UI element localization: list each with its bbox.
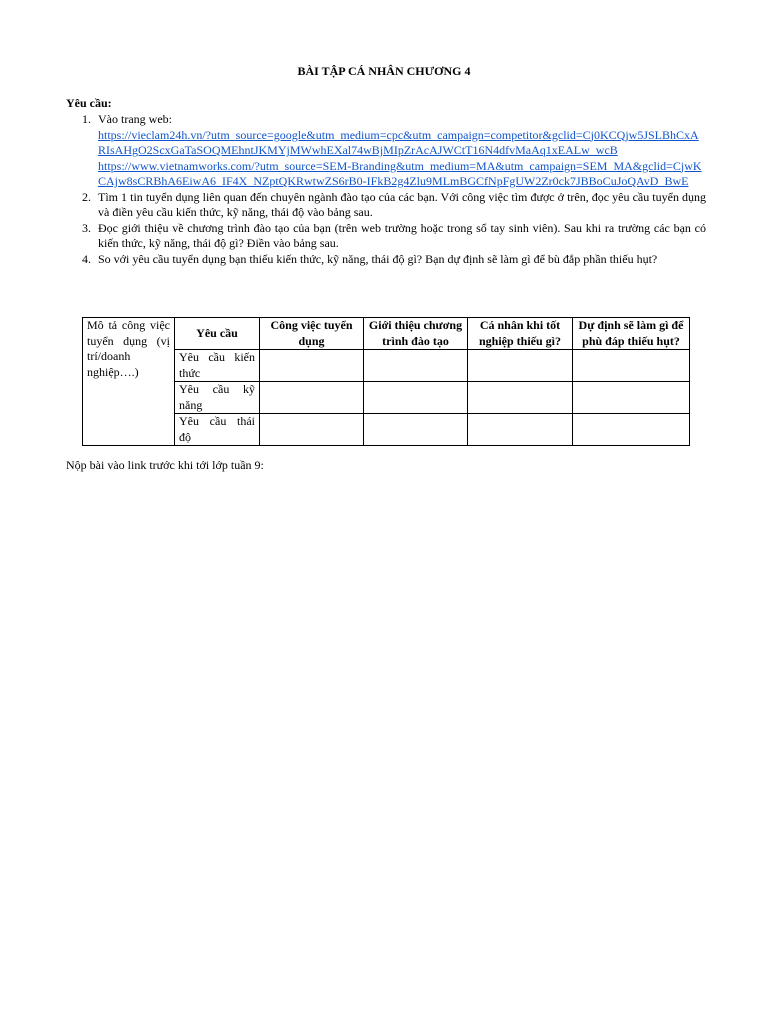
empty-cell[interactable] — [260, 350, 364, 382]
list-item-text: Đọc giới thiệu về chương trình đào tạo của bạn (trên web trường hoặc trong sổ tay sinh viên). Sau khi ra trường các bạn có kiến thức, kỹ năng, thái độ gì? Điền vào bảng sau. — [98, 220, 706, 250]
req-word: cầu — [208, 350, 225, 364]
empty-cell[interactable] — [364, 414, 468, 446]
req-word: Yêu — [179, 414, 199, 428]
vieclam24h-link[interactable]: https://vieclam24h.vn/?utm_source=google&utm_medium=cpc&utm_campaign=competitor&gclid=Cj0KCQjw5JSLBhCxARIsAHgO2ScxGaTaSOQMEhntJKMYjMWwhEXal74wBjMIpZrAcAJWCtT16N4dfvMaAq1xEALw_wcB — [98, 127, 699, 157]
header-training-program: Giới thiệu chương trình đào tạo — [364, 318, 468, 350]
list-item-number: 4. — [82, 251, 91, 266]
requirement-attitude — [175, 414, 260, 446]
requirement-label: Yêu cầu: — [66, 96, 112, 110]
instruction-list — [66, 112, 706, 267]
req-word: cầu — [212, 382, 230, 396]
req-tail: độ — [179, 429, 191, 444]
empty-cell[interactable] — [468, 382, 573, 414]
empty-cell[interactable] — [468, 414, 573, 446]
table-header-row — [83, 318, 690, 350]
submission-note: Nộp bài vào link trước khi tới lớp tuần 9: — [66, 458, 264, 472]
list-item-text: Vào trang web: — [98, 112, 172, 126]
list-item-number: 2. — [82, 189, 91, 204]
req-word: Yêu — [179, 350, 199, 364]
list-item — [66, 190, 706, 221]
page-title: BÀI TẬP CÁ NHÂN CHƯƠNG 4 — [297, 64, 471, 78]
table-row — [83, 350, 690, 382]
list-item — [66, 252, 706, 268]
empty-cell[interactable] — [364, 350, 468, 382]
empty-cell[interactable] — [573, 414, 690, 446]
list-item-text: So với yêu cầu tuyển dụng bạn thiếu kiến thức, kỹ năng, thái độ gì? Bạn dự định sẽ làm gì để bù đắp phần thiếu hụt? — [98, 251, 658, 266]
list-item-number: 3. — [82, 220, 91, 235]
header-job-posting: Công việc tuyển dụng — [260, 318, 364, 350]
job-description-cell: Mô tả công việc tuyển dụng (vị trí/doanh nghiệp….) — [83, 318, 175, 446]
empty-cell[interactable] — [364, 382, 468, 414]
vietnamworks-link[interactable]: https://www.vietnamworks.com/?utm_source=SEM-Branding&utm_medium=MA&utm_campaign=SEM_MA&gclid=CjwKCAjw8sCRBhA6EiwA6_IF4X_NZptQKRwtwZS6rB0-IFkB2g4Zlu9MLmBGCfNpFgUW2Zr0ck7JBBoCuJoQAvD_BwE — [98, 158, 702, 188]
req-word: kỹ — [243, 382, 255, 396]
header-graduate-gaps: Cá nhân khi tốt nghiệp thiếu gì? — [468, 318, 573, 350]
req-tail: năng — [179, 397, 203, 412]
list-item — [66, 112, 706, 190]
req-word: kiến — [234, 350, 255, 364]
req-word: cầu — [209, 414, 227, 428]
table-row — [83, 382, 690, 414]
table-row — [83, 414, 690, 446]
requirement-knowledge — [175, 350, 260, 382]
list-item-text: Tìm 1 tin tuyển dụng liên quan đến chuyên ngành đào tạo của các bạn. Với công việc tìm được ở trên, đọc yêu cầu tuyển dụng và điền yêu cầu kiến thức, kỹ năng, thái độ vào bảng sau. — [98, 189, 706, 219]
assessment-table — [82, 317, 690, 446]
header-requirement: Yêu cầu — [175, 318, 260, 350]
requirement-skills — [175, 382, 260, 414]
req-word: thái — [237, 414, 255, 428]
req-word: Yêu — [179, 382, 199, 396]
empty-cell[interactable] — [260, 414, 364, 446]
header-plan: Dự định sẽ làm gì để phù đáp thiếu hụt? — [573, 318, 690, 350]
empty-cell[interactable] — [468, 350, 573, 382]
empty-cell[interactable] — [573, 350, 690, 382]
empty-cell[interactable] — [260, 382, 364, 414]
list-item — [66, 221, 706, 252]
req-tail: thức — [179, 365, 201, 380]
empty-cell[interactable] — [573, 382, 690, 414]
list-item-number: 1. — [82, 112, 91, 126]
